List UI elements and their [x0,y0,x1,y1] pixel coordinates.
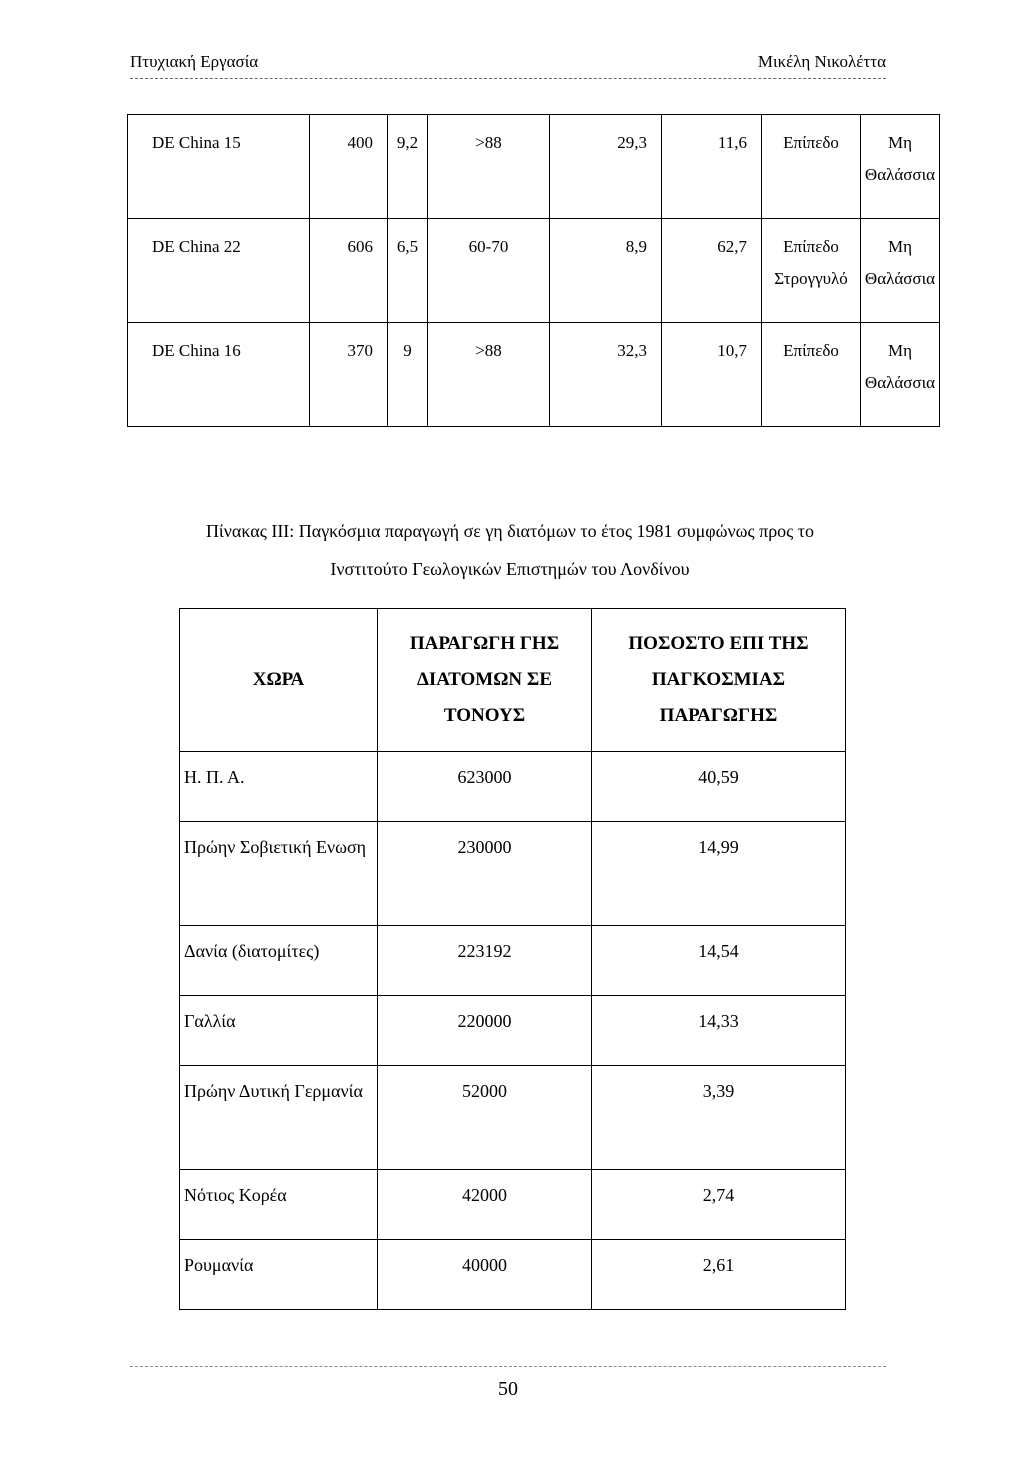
header-rule [130,78,886,79]
table-row [180,926,846,996]
footer-rule [130,1366,886,1367]
table-cell: Μη Θαλάσσια [861,219,940,323]
table-cell: 3,39 [592,1066,846,1170]
table-cell: 52000 [378,1066,592,1170]
table-cell: 220000 [378,996,592,1066]
table-cell: 11,6 [662,115,762,219]
table-cell: 42000 [378,1170,592,1240]
table-cell: 10,7 [662,323,762,427]
header-left-text: Πτυχιακή Εργασία [130,52,259,71]
table-cell: Επίπεδο [762,323,861,427]
caption-line-1: Πίνακας ΙΙΙ: Παγκόσμια παραγωγή σε γη διατόμων το έτος 1981 συμφώνως προς το [205,521,815,541]
table-row [180,996,846,1066]
table-row [128,219,940,323]
table-cell: DE China 16 [128,323,310,427]
table-row [180,752,846,822]
table-cell: 40000 [378,1240,592,1310]
table-cell: Επίπεδο Στρογγυλό [762,219,861,323]
table-cell: 2,74 [592,1170,846,1240]
table-cell: 32,3 [550,323,662,427]
table-cell: 60-70 [428,219,550,323]
table-cell: 14,33 [592,996,846,1066]
table-cell: 14,54 [592,926,846,996]
table-cell: 29,3 [550,115,662,219]
table-row [180,1240,846,1310]
table-cell: Πρώην Σοβιετική Ενωση [180,822,378,926]
table-cell: 62,7 [662,219,762,323]
table-row [128,323,940,427]
table-cell: 606 [310,219,388,323]
table-cell: 623000 [378,752,592,822]
table-row [180,822,846,926]
page-footer [130,1366,886,1400]
table-cell: 400 [310,115,388,219]
table-cell: 2,61 [592,1240,846,1310]
table-cell: Επίπεδο [762,115,861,219]
diatomite-production-table [179,608,846,1310]
table-cell: Η. Π. Α. [180,752,378,822]
table-cell: Μη Θαλάσσια [861,323,940,427]
table-cell: 230000 [378,822,592,926]
page-number: 50 [498,1378,518,1400]
table-row [128,115,940,219]
table-cell: 9 [388,323,428,427]
table-cell: 6,5 [388,219,428,323]
table-cell: >88 [428,323,550,427]
table-cell: 8,9 [550,219,662,323]
table-row [180,1066,846,1170]
column-header-percentage: ΠΟΣΟΣΤΟ ΕΠΙ ΤΗΣ ΠΑΓΚΟΣΜΙΑΣ ΠΑΡΑΓΩΓΗΣ [592,609,846,752]
table-cell: 223192 [378,926,592,996]
table-cell: DE China 22 [128,219,310,323]
table-cell: Πρώην Δυτική Γερμανία [180,1066,378,1170]
table-cell: >88 [428,115,550,219]
header-right-text: Μικέλη Νικολέττα [757,52,886,71]
page [14,14,1010,1444]
table-cell: Ρουμανία [180,1240,378,1310]
table-caption [130,512,890,588]
table-cell: Νότιος Κορέα [180,1170,378,1240]
column-header-production: ΠΑΡΑΓΩΓΗ ΓΗΣ ΔΙΑΤΟΜΩΝ ΣΕ ΤΟΝΟΥΣ [378,609,592,752]
table-cell: Γαλλία [180,996,378,1066]
table-cell: 40,59 [592,752,846,822]
table-cell: Μη Θαλάσσια [861,115,940,219]
table-cell: Δανία (διατομίτες) [180,926,378,996]
column-header-country: ΧΩΡΑ [180,609,378,752]
page-header [130,52,886,88]
table-cell: 9,2 [388,115,428,219]
table-cell: DE China 15 [128,115,310,219]
caption-line-2: Ινστιτούτο Γεωλογικών Επιστημών του Λονδίνου [330,559,690,579]
table-cell: 370 [310,323,388,427]
table-header-row [180,609,846,752]
table-row [180,1170,846,1240]
specimens-table [127,114,940,427]
table-cell: 14,99 [592,822,846,926]
